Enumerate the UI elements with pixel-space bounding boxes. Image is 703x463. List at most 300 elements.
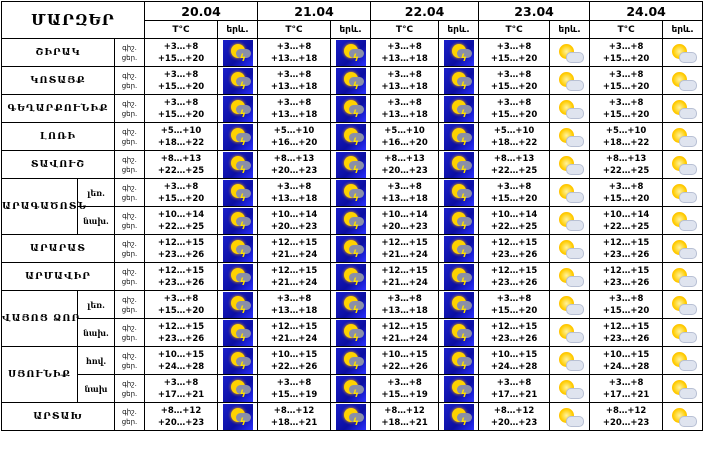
thunderstorm-icon: ϟ [336,96,366,122]
partly-cloudy-icon [557,294,583,316]
weather-icon-cell [218,403,258,431]
weather-icon-cell [218,123,258,151]
table-row [2,347,703,375]
thunderstorm-icon: ϟ [336,40,366,66]
temp-col-header: T°C [590,21,663,39]
weather-icon-cell [218,291,258,319]
weather-icon-cell [331,347,371,375]
phenomenon-col-header: երև. [331,21,371,39]
day-temp: +23…+26 [157,249,205,260]
day-temp: +24…+28 [490,361,538,372]
day-temp: +24…+28 [602,361,650,372]
day-temp: +21…+24 [270,333,318,344]
table-row [2,151,703,179]
table-row [2,179,703,207]
partly-cloudy-icon [670,406,696,428]
weather-icon-cell [218,95,258,123]
subregion-label: լեռ. [78,179,115,207]
night-temp: +8…+12 [160,405,202,416]
day-temp: +22…+26 [270,361,318,372]
period-labels [115,207,145,235]
day-temp: +22…+25 [490,165,538,176]
partly-cloudy-icon [670,322,696,344]
weather-icon-cell [550,207,590,235]
weather-icon-cell [218,179,258,207]
night-label: գիշ. [122,211,137,220]
weather-icon-cell [331,151,371,179]
night-temp: +10…+14 [270,209,318,220]
subregion-label: հով. [78,347,115,375]
weather-icon-cell [218,263,258,291]
weather-icon-cell [550,179,590,207]
partly-cloudy-icon [557,154,583,176]
night-label: գիշ. [122,351,137,360]
night-temp: +12…+15 [381,265,428,276]
day-temp: +13…+18 [381,109,428,120]
period-labels [115,319,145,347]
temperature-cell [479,403,550,431]
day-temp: +13…+18 [270,109,318,120]
night-label: գիշ. [122,323,137,332]
weather-icon-cell [331,123,371,151]
temperature-cell [145,375,218,403]
period-labels [115,375,145,403]
temperature-cell [145,347,218,375]
day-temp: +20…+23 [602,417,650,428]
thunderstorm-icon: ϟ [444,236,474,262]
night-temp: +3…+8 [163,69,199,80]
partly-cloudy-icon [670,42,696,64]
temperature-cell [145,263,218,291]
thunderstorm-icon: ϟ [336,348,366,374]
weather-icon-cell [550,39,590,67]
temp-col-header: T°C [479,21,550,39]
weather-icon-cell [550,151,590,179]
weather-icon-cell [331,375,371,403]
night-temp: +3…+8 [276,41,312,52]
night-temp: +3…+8 [163,377,199,388]
weather-icon-cell [663,347,703,375]
weather-icon-cell [550,291,590,319]
night-temp: +12…+15 [270,237,318,248]
night-temp: +3…+8 [496,69,532,80]
region-name: ԱՐԱԳԱԾՈՏՆ [2,179,78,235]
night-temp: +8…+12 [273,405,315,416]
day-temp: +24…+28 [157,361,205,372]
period-labels [115,123,145,151]
temperature-cell [479,123,550,151]
temperature-cell [258,39,331,67]
night-temp: +5…+10 [384,125,425,136]
day-label: ցեր. [121,389,138,398]
table-row [2,207,703,235]
partly-cloudy-icon [670,182,696,204]
day-label: ցեր. [121,165,138,174]
temperature-cell [479,207,550,235]
weather-icon-cell [439,263,479,291]
thunderstorm-icon: ϟ [444,180,474,206]
night-temp: +3…+8 [608,293,644,304]
partly-cloudy-icon [557,266,583,288]
period-labels [115,95,145,123]
night-temp: +12…+15 [270,265,318,276]
day-label: ցեր. [121,221,138,230]
temperature-cell [590,263,663,291]
temperature-cell [590,95,663,123]
day-temp: +22…+25 [602,165,650,176]
thunderstorm-icon: ϟ [444,208,474,234]
day-temp: +13…+18 [270,53,318,64]
thunderstorm-icon: ϟ [223,96,253,122]
partly-cloudy-icon [557,126,583,148]
weather-icon-cell [550,95,590,123]
thunderstorm-icon: ϟ [223,124,253,150]
phenomenon-col-header: երև. [439,21,479,39]
region-name: ԱՐԱՐԱՏ [2,235,115,263]
thunderstorm-icon: ϟ [223,68,253,94]
period-labels [115,151,145,179]
temperature-cell [590,123,663,151]
weather-icon-cell [439,39,479,67]
period-labels [115,67,145,95]
day-label: ցեր. [121,193,138,202]
night-temp: +3…+8 [496,41,532,52]
night-temp: +12…+15 [157,321,205,332]
temperature-cell [145,123,218,151]
night-temp: +8…+12 [493,405,535,416]
day-temp: +20…+23 [270,165,318,176]
temperature-cell [258,67,331,95]
day-temp: +13…+18 [270,193,318,204]
partly-cloudy-icon [670,294,696,316]
thunderstorm-icon: ϟ [223,208,253,234]
temperature-cell [145,319,218,347]
night-temp: +3…+8 [276,69,312,80]
day-label: ցեր. [121,53,138,62]
temperature-cell [145,235,218,263]
night-temp: +3…+8 [608,97,644,108]
temperature-cell [258,375,331,403]
weather-icon-cell [331,319,371,347]
day-temp: +21…+24 [270,277,318,288]
temperature-cell [590,207,663,235]
temperature-cell [258,95,331,123]
night-temp: +3…+8 [387,181,422,192]
temperature-cell [371,403,439,431]
temperature-cell [371,151,439,179]
weather-icon-cell [331,95,371,123]
temperature-cell [479,319,550,347]
partly-cloudy-icon [670,98,696,120]
night-temp: +8…+12 [384,405,425,416]
thunderstorm-icon: ϟ [444,264,474,290]
night-temp: +5…+10 [160,125,202,136]
weather-icon-cell [218,375,258,403]
day-temp: +15…+20 [157,53,205,64]
date-header: 22.04 [371,2,479,21]
region-name: ՏԱՎՈՒՇ [2,151,115,179]
region-name: ԱՐՏԱԽ [2,403,115,431]
night-temp: +8…+13 [605,153,647,164]
period-labels [115,347,145,375]
weather-icon-cell [550,67,590,95]
day-temp: +20…+23 [270,221,318,232]
weather-icon-cell [663,151,703,179]
day-label: ցեր. [121,109,138,118]
temperature-cell [371,179,439,207]
day-temp: +15…+20 [602,193,650,204]
thunderstorm-icon: ϟ [336,124,366,150]
partly-cloudy-icon [670,154,696,176]
weather-icon-cell [663,291,703,319]
date-header: 23.04 [479,2,590,21]
thunderstorm-icon: ϟ [223,152,253,178]
day-temp: +23…+26 [490,333,538,344]
temperature-cell [479,291,550,319]
date-header: 24.04 [590,2,703,21]
partly-cloudy-icon [557,182,583,204]
weather-icon-cell [331,263,371,291]
day-label: ցեր. [121,333,138,342]
weather-icon-cell [439,67,479,95]
night-temp: +3…+8 [163,293,199,304]
thunderstorm-icon: ϟ [336,320,366,346]
phenomenon-col-header: երև. [663,21,703,39]
day-temp: +15…+20 [157,305,205,316]
weather-icon-cell [331,179,371,207]
night-temp: +8…+12 [605,405,647,416]
day-temp: +15…+20 [602,305,650,316]
thunderstorm-icon: ϟ [223,292,253,318]
temperature-cell [479,151,550,179]
weather-icon-cell [439,235,479,263]
day-temp: +22…+25 [602,221,650,232]
temperature-cell [145,207,218,235]
temperature-cell [145,179,218,207]
weather-icon-cell [439,375,479,403]
temperature-cell [258,207,331,235]
region-name: ՍՅՈՒՆԻՔ [2,347,78,403]
temperature-cell [479,67,550,95]
weather-icon-cell [550,347,590,375]
night-temp: +12…+15 [270,321,318,332]
weather-icon-cell [439,207,479,235]
day-temp: +23…+26 [602,249,650,260]
night-label: գիշ. [122,99,137,108]
night-temp: +10…+15 [270,349,318,360]
day-temp: +15…+20 [602,53,650,64]
night-temp: +10…+14 [602,209,650,220]
weather-icon-cell [439,151,479,179]
weather-icon-cell [218,347,258,375]
day-label: ցեր. [121,137,138,146]
day-temp: +18…+22 [602,137,650,148]
temperature-cell [590,179,663,207]
night-temp: +5…+10 [605,125,647,136]
table-row [2,403,703,431]
weather-icon-cell [663,39,703,67]
temperature-cell [479,263,550,291]
weather-icon-cell [439,123,479,151]
night-temp: +3…+8 [276,377,312,388]
day-label: ցեր. [121,277,138,286]
day-temp: +13…+18 [270,305,318,316]
night-label: գիշ. [122,183,137,192]
day-temp: +13…+18 [381,305,428,316]
thunderstorm-icon: ϟ [444,152,474,178]
day-temp: +17…+21 [490,389,538,400]
night-temp: +3…+8 [496,181,532,192]
day-label: ցեր. [121,81,138,90]
weather-icon-cell [331,291,371,319]
night-temp: +5…+10 [493,125,535,136]
day-temp: +20…+23 [157,417,205,428]
phenomenon-col-header: երև. [550,21,590,39]
day-temp: +13…+18 [381,193,428,204]
temperature-cell [590,347,663,375]
thunderstorm-icon: ϟ [223,348,253,374]
partly-cloudy-icon [670,238,696,260]
day-temp: +22…+25 [490,221,538,232]
night-label: գիշ. [122,295,137,304]
temperature-cell [371,291,439,319]
weather-icon-cell [550,403,590,431]
table-row [2,95,703,123]
temperature-cell [590,291,663,319]
day-temp: +23…+26 [157,333,205,344]
region-name: ԿՈՏԱՅՔ [2,67,115,95]
temperature-cell [479,375,550,403]
partly-cloudy-icon [670,126,696,148]
region-name: ԳԵՂԱՐՔՈՒՆԻՔ [2,95,115,123]
day-temp: +17…+21 [157,389,205,400]
thunderstorm-icon: ϟ [223,376,253,402]
temperature-cell [258,347,331,375]
thunderstorm-icon: ϟ [336,236,366,262]
temperature-cell [371,375,439,403]
weather-icon-cell [550,263,590,291]
night-temp: +12…+15 [602,265,650,276]
table-row [2,291,703,319]
day-temp: +16…+20 [381,137,428,148]
day-temp: +15…+19 [270,389,318,400]
subregion-label: նախ. [78,319,115,347]
temperature-cell [258,123,331,151]
day-label: ցեր. [121,417,138,426]
day-temp: +15…+20 [490,193,538,204]
thunderstorm-icon: ϟ [336,264,366,290]
day-temp: +18…+22 [157,137,205,148]
thunderstorm-icon: ϟ [444,320,474,346]
night-label: գիշ. [122,407,137,416]
weather-icon-cell [218,151,258,179]
day-temp: +21…+24 [381,249,428,260]
night-temp: +3…+8 [496,377,532,388]
temperature-cell [258,151,331,179]
night-temp: +8…+13 [160,153,202,164]
night-temp: +3…+8 [387,69,422,80]
night-temp: +5…+10 [273,125,315,136]
partly-cloudy-icon [557,98,583,120]
day-temp: +15…+20 [157,81,205,92]
day-temp: +18…+21 [381,417,428,428]
weather-icon-cell [218,207,258,235]
weather-icon-cell [331,403,371,431]
weather-icon-cell [663,263,703,291]
weather-icon-cell [331,235,371,263]
night-temp: +10…+15 [157,349,205,360]
table-row [2,39,703,67]
thunderstorm-icon: ϟ [336,180,366,206]
day-temp: +15…+20 [490,305,538,316]
weather-icon-cell [439,95,479,123]
night-label: գիշ. [122,267,137,276]
day-temp: +23…+26 [602,277,650,288]
night-temp: +10…+14 [381,209,428,220]
day-temp: +18…+21 [270,417,318,428]
temperature-cell [371,235,439,263]
temperature-cell [371,319,439,347]
partly-cloudy-icon [557,238,583,260]
thunderstorm-icon: ϟ [444,376,474,402]
day-temp: +13…+18 [381,53,428,64]
temperature-cell [258,319,331,347]
night-temp: +12…+15 [602,321,650,332]
night-temp: +12…+15 [602,237,650,248]
partly-cloudy-icon [670,210,696,232]
day-temp: +15…+20 [157,109,205,120]
thunderstorm-icon: ϟ [444,124,474,150]
forecast-table [1,1,703,431]
thunderstorm-icon: ϟ [223,320,253,346]
night-temp: +3…+8 [163,41,199,52]
thunderstorm-icon: ϟ [336,404,366,430]
night-label: գիշ. [122,155,137,164]
weather-icon-cell [439,291,479,319]
temperature-cell [590,67,663,95]
night-temp: +10…+15 [490,349,538,360]
day-temp: +23…+26 [490,277,538,288]
temperature-cell [479,39,550,67]
region-name: ԱՐՄԱՎԻՐ [2,263,115,291]
day-temp: +20…+23 [381,221,428,232]
temperature-cell [590,151,663,179]
weather-icon-cell [331,39,371,67]
night-temp: +12…+15 [490,321,538,332]
table-row [2,67,703,95]
weather-icon-cell [439,179,479,207]
night-temp: +8…+13 [493,153,535,164]
temperature-cell [371,263,439,291]
day-temp: +17…+21 [602,389,650,400]
night-temp: +3…+8 [608,377,644,388]
night-temp: +3…+8 [608,181,644,192]
weather-icon-cell [663,319,703,347]
night-temp: +10…+15 [602,349,650,360]
day-temp: +15…+20 [490,53,538,64]
day-temp: +13…+18 [381,81,428,92]
thunderstorm-icon: ϟ [223,236,253,262]
partly-cloudy-icon [670,70,696,92]
weather-icon-cell [663,179,703,207]
temperature-cell [371,123,439,151]
region-name: ՎԱՅՈՑ ՁՈՐ [2,291,78,347]
regions-header: ՄԱՐԶԵՐ [2,2,145,39]
temperature-cell [258,403,331,431]
night-temp: +8…+13 [384,153,425,164]
weather-icon-cell [439,319,479,347]
temperature-cell [371,39,439,67]
